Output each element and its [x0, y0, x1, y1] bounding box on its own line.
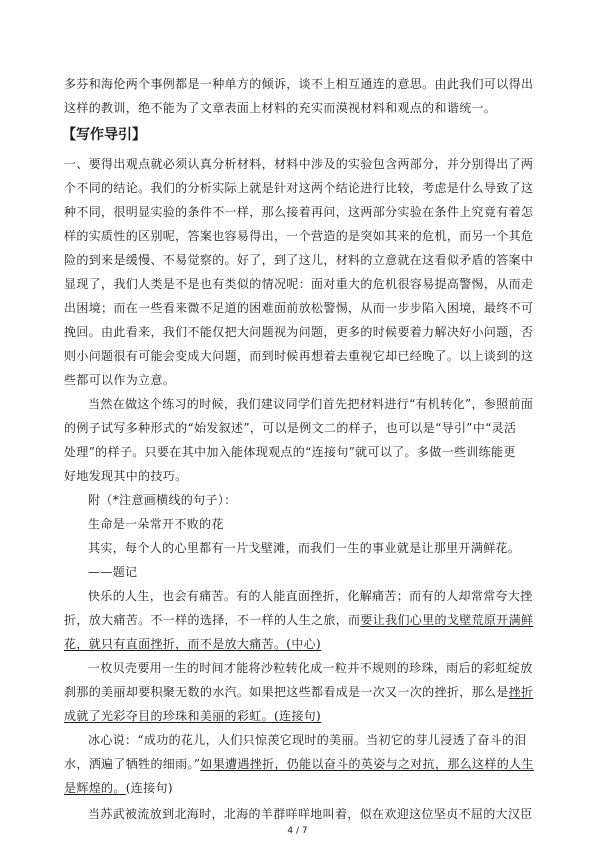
para2-line: 当然在做这个练习的时候，我们建议同学们首先把材料进行“有机转化”，参照前面	[88, 397, 534, 411]
para1-line: 些都可以作为立意。	[64, 373, 176, 387]
para1-line: 种不同，很明显实验的条件不一样，那么接着再问，这两部分实验在条件上究竟有着怎	[64, 205, 534, 219]
para5-line-1: 冰心说：“成功的花儿，人们只惊羡它现时的美丽。当初它的芽儿浸透了奋斗的泪	[88, 733, 527, 747]
underlined-sentence: 是辉煌的。	[64, 781, 126, 795]
para4-line-1: 一枚贝壳要用一生的时间才能将沙粒转化成一粒并不规则的珍珠，雨后的彩虹绽放	[88, 661, 533, 675]
plain-text: 折，放大痛苦。不一样的选择，不一样的人生之旅，而	[64, 613, 361, 627]
para4-line-2	[64, 684, 533, 700]
para1-line: 个不同的结论。我们的分析实际上就是针对这两个结论进行比较，考虑是什么导致了这	[64, 181, 534, 195]
para6-line-1: 当苏武被流放到北海时，北海的羊群咩咩地叫着，似在欢迎这位坚贞不屈的大汉臣	[88, 807, 533, 821]
underlined-sentence: 挫折	[508, 685, 534, 699]
underlined-sentence: 花，就只有直面挫折，而不是放大痛苦。(中心)	[64, 637, 322, 651]
page-number: 4 / 7	[287, 826, 308, 836]
appendix-note: 附（*注意画横线的句子）：	[88, 493, 237, 507]
underlined-sentence: 成就了光彩夺目的珍珠和美丽的彩虹。(连接句)	[64, 709, 322, 723]
para2-line: 的例子试写多种形式的“始发叙述”，可以是例文二的样子，也可以是“导引”中“灵活	[64, 421, 517, 435]
para5-line-3	[64, 780, 173, 796]
intro-line-2: 这样的教训，绝不能为了文章表面上材料的充实而漠视材料和观点的和谐统一。	[64, 101, 497, 115]
para4-line-3	[64, 708, 321, 724]
para1-line: 挽回。由此看来，我们不能仅把大问题视为问题，更多的时候要着力解决好小问题，否	[64, 325, 534, 339]
para3-line-3	[64, 636, 321, 652]
para1-line: 一、要得出观点就必须认真分析材料，材料中涉及的实验包含两部分，并分别得出了两	[64, 157, 534, 171]
essay-title: 生命是一朵常开不败的花	[88, 517, 224, 531]
para1-line: 险的到来是缓慢、不易觉察的。好了，到了这儿，材料的立意就在这看似矛盾的答案中	[64, 253, 534, 267]
para5-line-2	[64, 756, 534, 772]
plain-text: 刹那的美丽却要积聚无数的水汽。如果把这些都看成是一次又一次的挫折，那么是	[64, 685, 509, 699]
plain-text: (连接句)	[125, 781, 173, 795]
para1-line: 则小问题很有可能会变成大问题，而到时候再想着去重视它却已经晚了。以上谈到的这	[64, 349, 534, 363]
underlined-sentence: 要让我们心里的戈壁荒原开满鲜	[360, 613, 534, 627]
intro-line-1: 多芬和海伦两个事例都是一种单方的倾诉，谈不上相互通连的意思。由此我们可以得出	[64, 77, 534, 91]
para1-line: 样的实质性的区别呢，答案也容易得出，一个营造的是突如其来的危机，而另一个其危	[64, 229, 534, 243]
plain-text: 水，洒遍了牺牲的细雨。”	[64, 757, 201, 771]
epigraph: 其实，每个人的心里都有一片戈壁滩，而我们一生的事业就是让那里开满鲜花。	[88, 541, 521, 555]
para3-line-2	[64, 612, 533, 628]
para1-line: 出困境；而在一些看来微不足道的困难面前放松警惕，从而一步步陷入困境，最终不可	[64, 301, 534, 315]
para3-line-1: 快乐的人生，也会有痛苦。有的人能直面挫折，化解痛苦；而有的人却常常夸大挫	[88, 589, 533, 603]
para1-line: 显现了，我们人类是不是也有类似的情况呢：面对重大的危机很容易提高警惕，从而走	[64, 277, 534, 291]
underlined-sentence: 如果遭遇挫折，仍能以奋斗的英姿与之对抗，那么这样的人生	[200, 757, 534, 771]
para2-line: 好地发现其中的技巧。	[64, 469, 188, 483]
epigraph-source: ——题记	[88, 565, 138, 579]
section-heading: 【写作导引】	[62, 127, 146, 143]
para2-line: 处理”的样子。只要在其中加入能体现观点的“连接句”就可以了。多做一些训练能更	[64, 445, 516, 459]
